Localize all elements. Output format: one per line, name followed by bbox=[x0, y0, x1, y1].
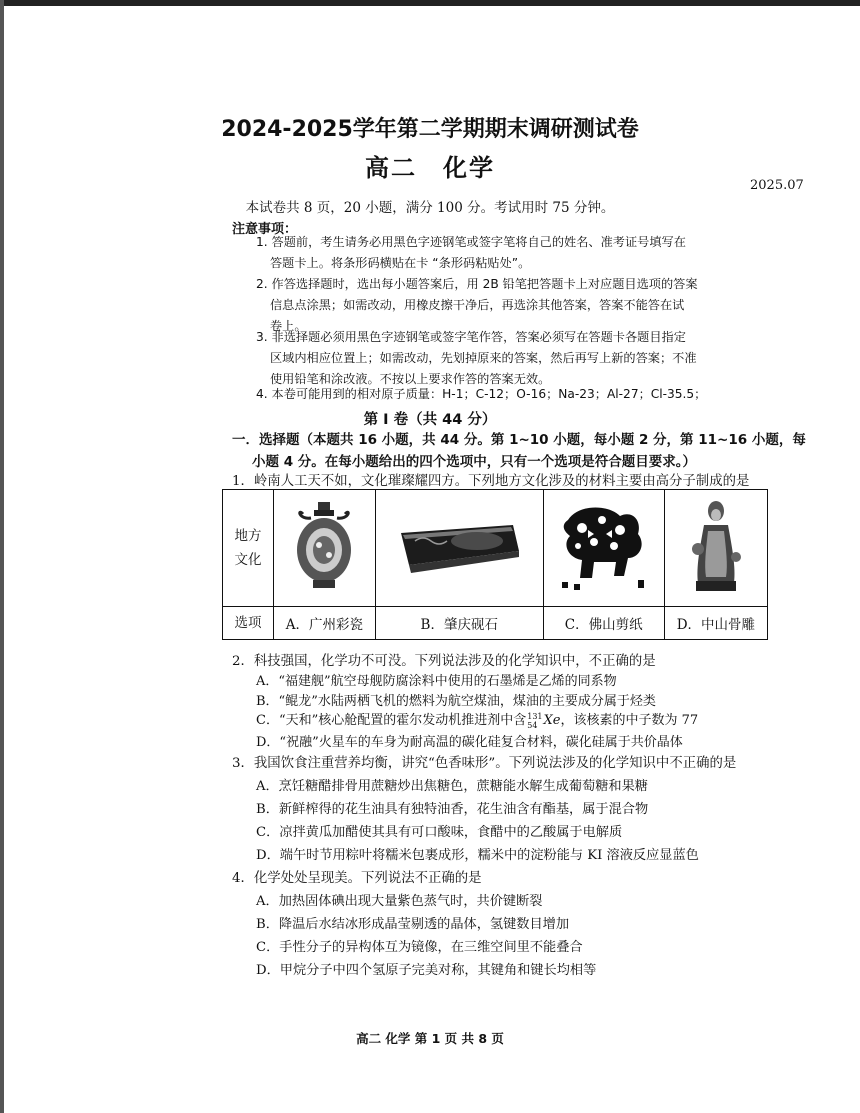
row-label: 选项 bbox=[223, 607, 274, 640]
option-d: D．中山骨雕 bbox=[664, 607, 767, 640]
row-label-line: 文化 bbox=[234, 552, 262, 568]
note-4 bbox=[256, 384, 706, 405]
table-row bbox=[223, 490, 768, 607]
exam-summary: 本试卷共 8 页，20 小题，满分 100 分。考试用时 75 分钟。 bbox=[245, 200, 615, 216]
q2-option-b: B．“鲲龙”水陆两栖飞机的燃料为航空煤油，煤油的主要成分属于烃类 bbox=[256, 694, 656, 709]
papercut-image bbox=[558, 500, 650, 592]
exam-date: 2025.07 bbox=[750, 178, 804, 193]
q2-option-c-text: C．“天和”核心舱配置的霍尔发动机推进剂中含 bbox=[256, 713, 527, 728]
page-footer: 高二 化学 第 1 页 共 8 页 bbox=[356, 1031, 504, 1046]
inkstone-image bbox=[395, 511, 523, 581]
q4-option-c: C．手性分子的异构体互为镜像，在三维空间里不能叠合 bbox=[256, 940, 583, 955]
note-line: 3. 非选择题必须用黑色字迹钢笔或签字笔作答，答案必须写在答题卡各题目指定 bbox=[256, 330, 686, 344]
q3-option-c: C．凉拌黄瓜加醋使其具有可口酸味，食醋中的乙酸属于电解质 bbox=[256, 825, 623, 840]
note-3 bbox=[256, 327, 697, 390]
q4-stem: 4．化学处处呈现美。下列说法不正确的是 bbox=[232, 871, 482, 886]
q2-option-a: A．“福建舰”航空母舰防腐涂料中使用的石墨烯是乙烯的同系物 bbox=[256, 674, 617, 689]
note-line: 2. 作答选择题时，选出每小题答案后，用 2B 铅笔把答题卡上对应题目选项的答案 bbox=[256, 277, 698, 291]
q1-table bbox=[222, 489, 768, 640]
element-symbol: Xe bbox=[543, 713, 561, 728]
note-line: 卷上。 bbox=[270, 319, 307, 333]
q3-option-a: A．烹饪糖醋排骨用蔗糖炒出焦糖色，蔗糖能水解生成葡萄糖和果糖 bbox=[256, 779, 648, 794]
q2-stem: 2．科技强国，化学功不可没。下列说法涉及的化学知识中，不正确的是 bbox=[232, 654, 656, 669]
image-cell-b bbox=[375, 490, 543, 607]
q4-option-a: A．加热固体碘出现大量紫色蒸气时，共价键断裂 bbox=[256, 894, 543, 909]
option-b: B．肇庆砚石 bbox=[375, 607, 543, 640]
note-1 bbox=[256, 232, 686, 274]
note-line: 使用铅笔和涂改液。不按以上要求作答的答案无效。 bbox=[270, 372, 551, 386]
table-row bbox=[223, 607, 768, 640]
note-line: 信息点涂黑；如需改动，用橡皮擦干净后，再选涂其他答案，答案不能答在试 bbox=[270, 298, 685, 312]
row-label bbox=[223, 490, 274, 607]
exam-title: 2024-2025学年第二学期期末调研测试卷 bbox=[221, 117, 639, 142]
image-cell-c bbox=[543, 490, 664, 607]
image-cell-a bbox=[274, 490, 376, 607]
q1-stem: 1．岭南人工天不如，文化璀璨耀四方。下列地方文化涉及的材料主要由高分子制成的是 bbox=[232, 474, 750, 489]
q4-option-b: B．降温后水结冰形成晶莹剔透的晶体，氢键数目增加 bbox=[256, 917, 570, 932]
porcelain-vase-image bbox=[289, 498, 359, 594]
q3-option-b: B．新鲜榨得的花生油具有独特油香，花生油含有酯基，属于混合物 bbox=[256, 802, 649, 817]
q2-option-d: D．“祝融”火星车的车身为耐高温的碳化硅复合材料，碳化硅属于共价晶体 bbox=[256, 735, 683, 750]
mass-number: 131 bbox=[527, 711, 543, 721]
section-line-2: 小题 4 分。在每小题给出的四个选项中，只有一个选项是符合题目要求。） bbox=[252, 454, 697, 470]
option-a: A．广州彩瓷 bbox=[274, 607, 376, 640]
bone-carving-image bbox=[686, 497, 746, 595]
q3-option-d: D．端午时节用粽叶将糯米包裹成形，糯米中的淀粉能与 KI 溶液反应显蓝色 bbox=[256, 848, 699, 863]
part-heading: 第 Ⅰ 卷（共 44 分） bbox=[363, 412, 497, 428]
q2-option-c-text-end: ，该核素的中子数为 77 bbox=[560, 713, 699, 728]
scan-edge-top bbox=[0, 0, 860, 6]
image-cell-d bbox=[664, 490, 767, 607]
section-heading bbox=[232, 429, 806, 473]
notes-heading: 注意事项： bbox=[232, 222, 298, 237]
q4-option-d: D．甲烷分子中四个氢原子完美对称，其键角和键长均相等 bbox=[256, 963, 597, 978]
note-line: 4. 本卷可能用到的相对原子质量：H-1；C-12；O-16；Na-23；Al-27；Cl-35.5； bbox=[256, 387, 707, 401]
row-label-line: 地方 bbox=[234, 528, 262, 544]
note-line: 区域内相应位置上；如需改动，先划掉原来的答案，然后再写上新的答案；不准 bbox=[270, 351, 697, 365]
atomic-number: 54 bbox=[527, 720, 538, 730]
note-line: 答题卡上。将条形码横贴在卡 “条形码粘贴处”。 bbox=[270, 256, 531, 270]
isotope-notation bbox=[527, 712, 542, 730]
exam-subtitle: 高二 化学 bbox=[365, 154, 495, 182]
section-line-1: 一．选择题（本题共 16 小题，共 44 分。第 1~10 小题，每小题 2 分，第 11~16 小题，每 bbox=[232, 432, 806, 448]
note-line: 1. 答题前，考生请务必用黑色字迹钢笔或签字笔将自己的姓名、准考证号填写在 bbox=[256, 235, 686, 249]
q3-stem: 3．我国饮食注重营养均衡，讲究“色香味形”。下列说法涉及的化学知识中不正确的是 bbox=[232, 756, 737, 771]
q2-option-c bbox=[256, 709, 698, 730]
option-c: C．佛山剪纸 bbox=[543, 607, 664, 640]
